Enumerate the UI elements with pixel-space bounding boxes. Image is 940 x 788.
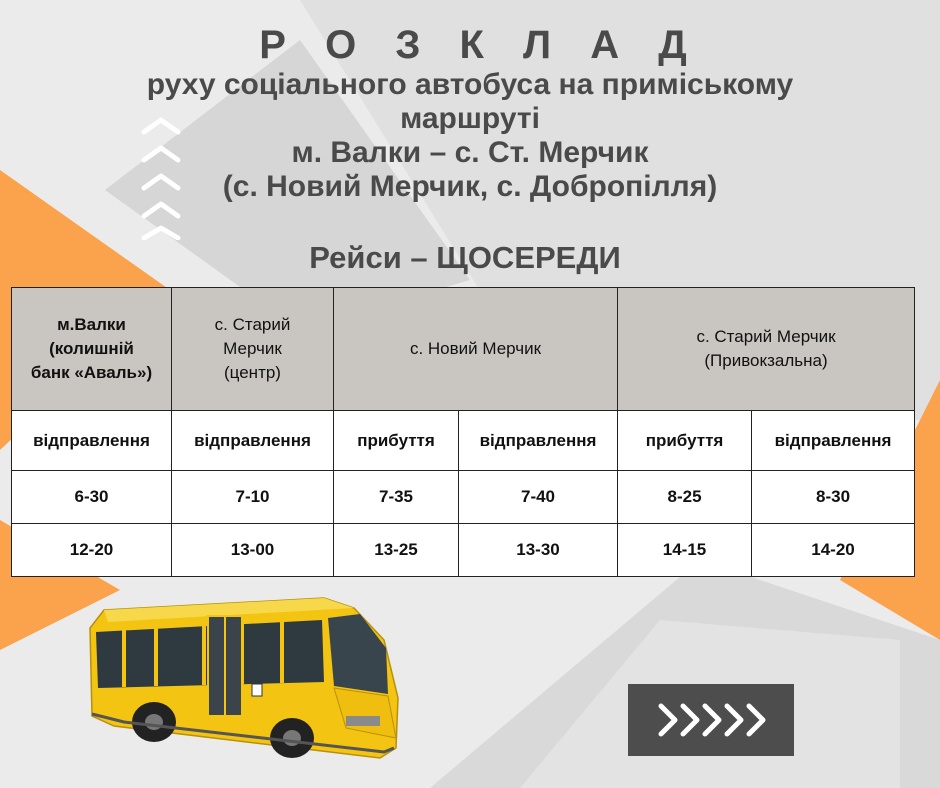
time-cell: 7-10 [172,471,334,524]
table-row [12,471,915,524]
subheader-cell: відправлення [459,411,618,471]
stop-line: с. Старий [214,315,291,334]
chevrons-right-icon [655,702,767,738]
time-cell: 8-25 [618,471,752,524]
stop-line: (Привокзальна) [704,351,828,370]
stop-line: с. Старий Мерчик [696,327,836,346]
bus-illustration [84,588,404,768]
stop-line: Мерчик [223,339,282,358]
table-row [12,524,915,577]
subheader-cell: відправлення [12,411,172,471]
time-cell: 14-15 [618,524,752,577]
time-cell: 7-35 [334,471,459,524]
stop-header-novyi-merchyk [334,288,618,411]
stop-line: (центр) [224,363,281,382]
stop-line: с. Новий Мерчик [409,339,542,358]
time-cell: 7-40 [459,471,618,524]
stop-header-valky [12,288,172,411]
subheader-cell: відправлення [752,411,915,471]
stop-line: банк «Аваль») [30,363,153,382]
route-name: м. Валки – с. Ст. Мерчик [291,136,649,169]
stop-header-staryi-merchyk-center [172,288,334,411]
schedule-title: Р О З К Л А Д [259,23,701,67]
route-villages: (с. Новий Мерчик, с. Добропілля) [222,170,718,203]
next-button[interactable] [628,684,794,756]
time-cell: 14-20 [752,524,915,577]
subheader-cell: прибуття [618,411,752,471]
stop-line: м.Валки [57,315,126,334]
title-line-1: руху соціального автобуса на приміському [146,68,794,101]
time-cell: 6-30 [12,471,172,524]
time-cell: 13-00 [172,524,334,577]
subheader-cell: відправлення [172,411,334,471]
time-cell: 13-30 [459,524,618,577]
rides-frequency: Рейси – ЩОСЕРЕДИ [309,240,621,275]
schedule-table [11,287,915,577]
time-cell: 8-30 [752,471,915,524]
stop-line: (колишній [49,339,134,358]
table-subheader-row [12,411,915,471]
title-block [0,22,940,204]
time-cell: 12-20 [12,524,172,577]
table-header-row [12,288,915,411]
subheader-cell: прибуття [334,411,459,471]
stop-header-staryi-merchyk-station [618,288,915,411]
title-line-2: маршруті [400,102,540,135]
time-cell: 13-25 [334,524,459,577]
